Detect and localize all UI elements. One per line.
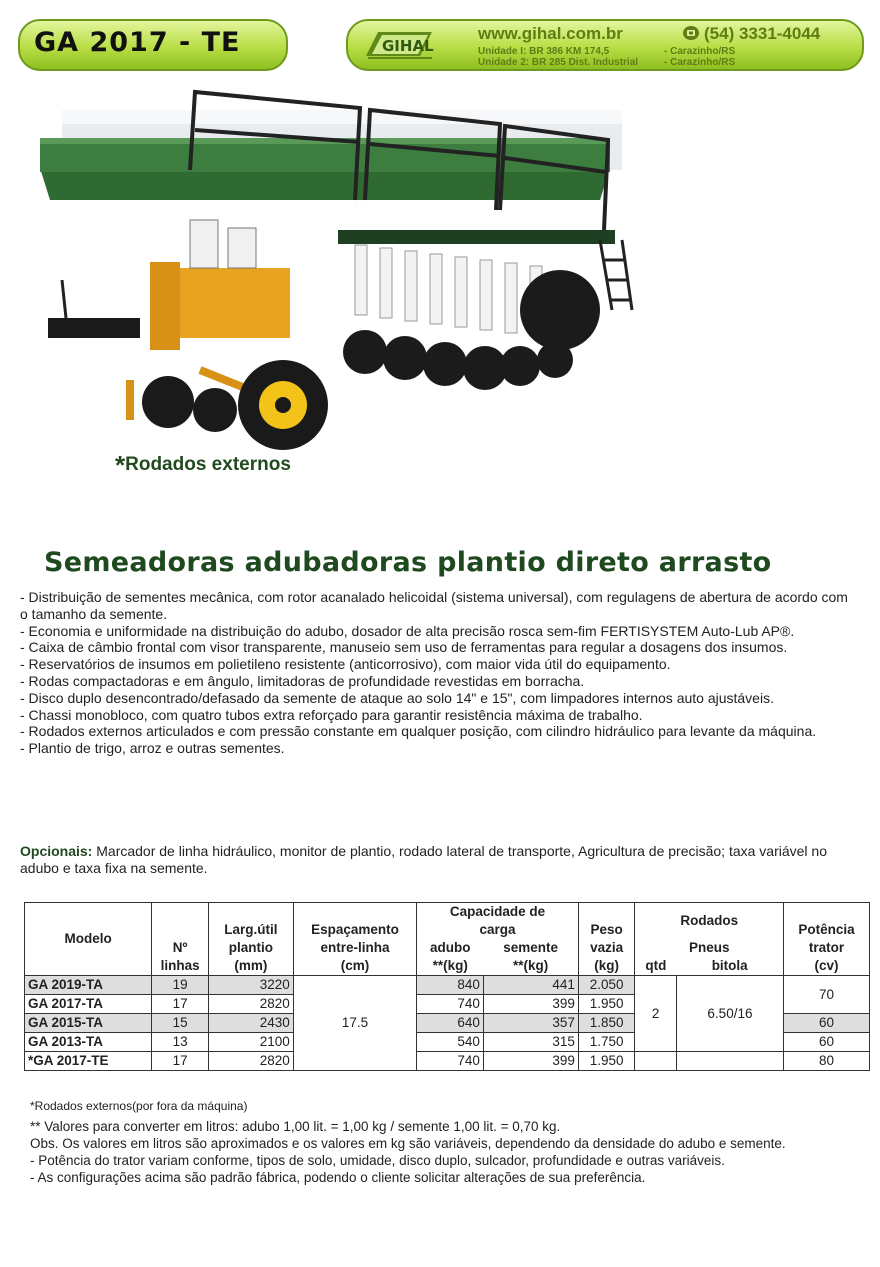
cell-adubo: 740 (417, 995, 484, 1014)
cell-semente: 357 (483, 1014, 578, 1033)
cell-modelo: GA 2013-TA (25, 1033, 152, 1052)
col-adubo: adubo (417, 939, 484, 957)
phone-icon (682, 25, 700, 41)
cell-adubo: 540 (417, 1033, 484, 1052)
cell-linhas: 17 (152, 995, 209, 1014)
cell-linhas: 17 (152, 1052, 209, 1071)
model-title-banner (18, 19, 288, 71)
feature-item: - Economia e uniformidade na distribuição do adubo, dosador de alta precisão rosca sem-fim FERTISYSTEM Auto-Lub AP®. (20, 622, 795, 639)
gihal-logo (362, 26, 458, 62)
col-potencia: Potência trator (cv) (784, 903, 870, 976)
cell-qtd-empty (635, 1052, 676, 1071)
planter-illustration (0, 80, 880, 500)
feature-item: - Plantio de trigo, arroz e outras sementes. (20, 740, 285, 757)
cell-largura: 2820 (208, 995, 293, 1014)
cell-modelo: *GA 2017-TE (25, 1052, 152, 1071)
cell-adubo: 740 (417, 1052, 484, 1071)
col-semente: semente (483, 939, 578, 957)
cell-largura: 2820 (208, 1052, 293, 1071)
col-pneus: Pneus (635, 939, 784, 957)
model-title: GA 2017 - TE (34, 27, 241, 58)
unit1-address: Unidade I: BR 386 KM 174,5 (478, 46, 610, 57)
unit1-address-line (478, 46, 736, 57)
footnote: - Potência do trator variam conforme, tipos de solo, umidade, disco duplo, sulcador, profundidade e outras variáveis. (30, 1153, 725, 1168)
feature-item: - Rodas compactadoras e em ângulo, limitadoras de profundidade revestidas em borracha. (20, 672, 585, 689)
cell-bitola: 6.50/16 (676, 976, 783, 1052)
optional-items (20, 843, 850, 877)
feature-list (20, 589, 850, 757)
cell-largura: 2430 (208, 1014, 293, 1033)
unit1-city: - Carazinho/RS (664, 46, 736, 57)
feature-item: - Rodados externos articulados e com pressão constante em qualquer posição, com cilindro hidráulico para levante da máquina. (20, 723, 817, 740)
col-semente-unit: **(kg) (483, 957, 578, 976)
col-adubo-unit: **(kg) (417, 957, 484, 976)
cell-largura: 3220 (208, 976, 293, 995)
footnote: *Rodados externos(por fora da máquina) (30, 1099, 248, 1113)
cell-potencia: 60 (784, 1033, 870, 1052)
spec-table (24, 902, 870, 1071)
cell-peso: 1.750 (578, 1033, 635, 1052)
col-linhas: Nº linhas (152, 903, 209, 976)
inset-caption-text: Rodados externos (125, 454, 291, 475)
col-qtd: qtd (635, 957, 676, 976)
cell-bitola-empty (676, 1052, 783, 1071)
cell-peso: 2.050 (578, 976, 635, 995)
col-largura: Larg.útil plantio (mm) (208, 903, 293, 976)
inset-caption (115, 450, 291, 481)
footnotes (30, 1098, 875, 1186)
cell-peso: 1.950 (578, 1052, 635, 1071)
cell-semente: 399 (483, 1052, 578, 1071)
cell-linhas: 15 (152, 1014, 209, 1033)
cell-linhas: 19 (152, 976, 209, 995)
cell-potencia: 60 (784, 1014, 870, 1033)
footnote: ** Valores para converter em litros: adubo 1,00 lit. = 1,00 kg / semente 1,00 lit. = 0,70 kg. (30, 1119, 561, 1134)
phone-number: (54) 3331-4044 (704, 24, 821, 43)
table-row (25, 976, 870, 995)
cell-potencia: 70 (784, 976, 870, 1014)
cell-linhas: 13 (152, 1033, 209, 1052)
section-title: Semeadoras adubadoras plantio direto arrasto (44, 547, 772, 578)
col-peso: Peso vazia (kg) (578, 903, 635, 976)
feature-item: - Disco duplo desencontrado/defasado da semente de ataque ao solo 14" e 15", com limpadores internos auto ajustáveis. (20, 689, 774, 706)
cell-espacamento: 17.5 (293, 976, 416, 1071)
cell-potencia: 80 (784, 1052, 870, 1071)
cell-adubo: 840 (417, 976, 484, 995)
optional-label: Opcionais: (20, 843, 93, 859)
cell-modelo: GA 2015-TA (25, 1014, 152, 1033)
table-header-row (25, 903, 870, 940)
col-capacidade: Capacidade de carga (417, 903, 579, 940)
cell-adubo: 640 (417, 1014, 484, 1033)
cell-largura: 2100 (208, 1033, 293, 1052)
website-link[interactable]: www.gihal.com.br (478, 24, 623, 43)
cell-modelo: GA 2019-TA (25, 976, 152, 995)
logo-text: GIHAL (382, 37, 434, 55)
table-row (25, 1052, 870, 1071)
optional-text: Marcador de linha hidráulico, monitor de plantio, rodado lateral de transporte, Agricultura de precisão; taxa variável no adubo e taxa fixa na semente. (20, 843, 827, 876)
cell-semente: 315 (483, 1033, 578, 1052)
cell-modelo: GA 2017-TA (25, 995, 152, 1014)
col-rodados: Rodados (635, 903, 784, 940)
feature-item: - Distribuição de sementes mecânica, com rotor acanalado helicoidal (sistema universal), com regulagens de abertura de acordo com o tamanho da semente. (20, 589, 848, 622)
col-bitola: bitola (676, 957, 783, 976)
unit2-address-line (478, 57, 736, 68)
footnote: - As configurações acima são padrão fábrica, podendo o cliente solicitar alterações de sua preferência. (30, 1170, 646, 1185)
col-espacamento: Espaçamento entre-linha (cm) (293, 903, 416, 976)
feature-item: - Reservatórios de insumos em polietileno resistente (anticorrosivo), com maior vida útil do equipamento. (20, 656, 671, 673)
cell-peso: 1.950 (578, 995, 635, 1014)
unit2-address: Unidade 2: BR 285 Dist. Industrial (478, 57, 639, 68)
feature-item: - Chassi monobloco, com quatro tubos extra reforçado para garantir resistência máxima de trabalho. (20, 706, 643, 723)
inset-caption-star: * (115, 450, 126, 480)
feature-item: - Caixa de câmbio frontal com visor transparente, manuseio sem uso de ferramentas para regular a dosagens dos insumos. (20, 639, 788, 656)
cell-semente: 441 (483, 976, 578, 995)
cell-peso: 1.850 (578, 1014, 635, 1033)
footnote: Obs. Os valores em litros são aproximados e os valores em kg são variáveis, dependendo da densidade do adubo e semente. (30, 1136, 786, 1151)
col-modelo: Modelo (25, 903, 152, 976)
contact-banner (346, 19, 864, 71)
cell-qtd: 2 (635, 976, 676, 1052)
unit2-city: - Carazinho/RS (664, 57, 736, 68)
cell-semente: 399 (483, 995, 578, 1014)
